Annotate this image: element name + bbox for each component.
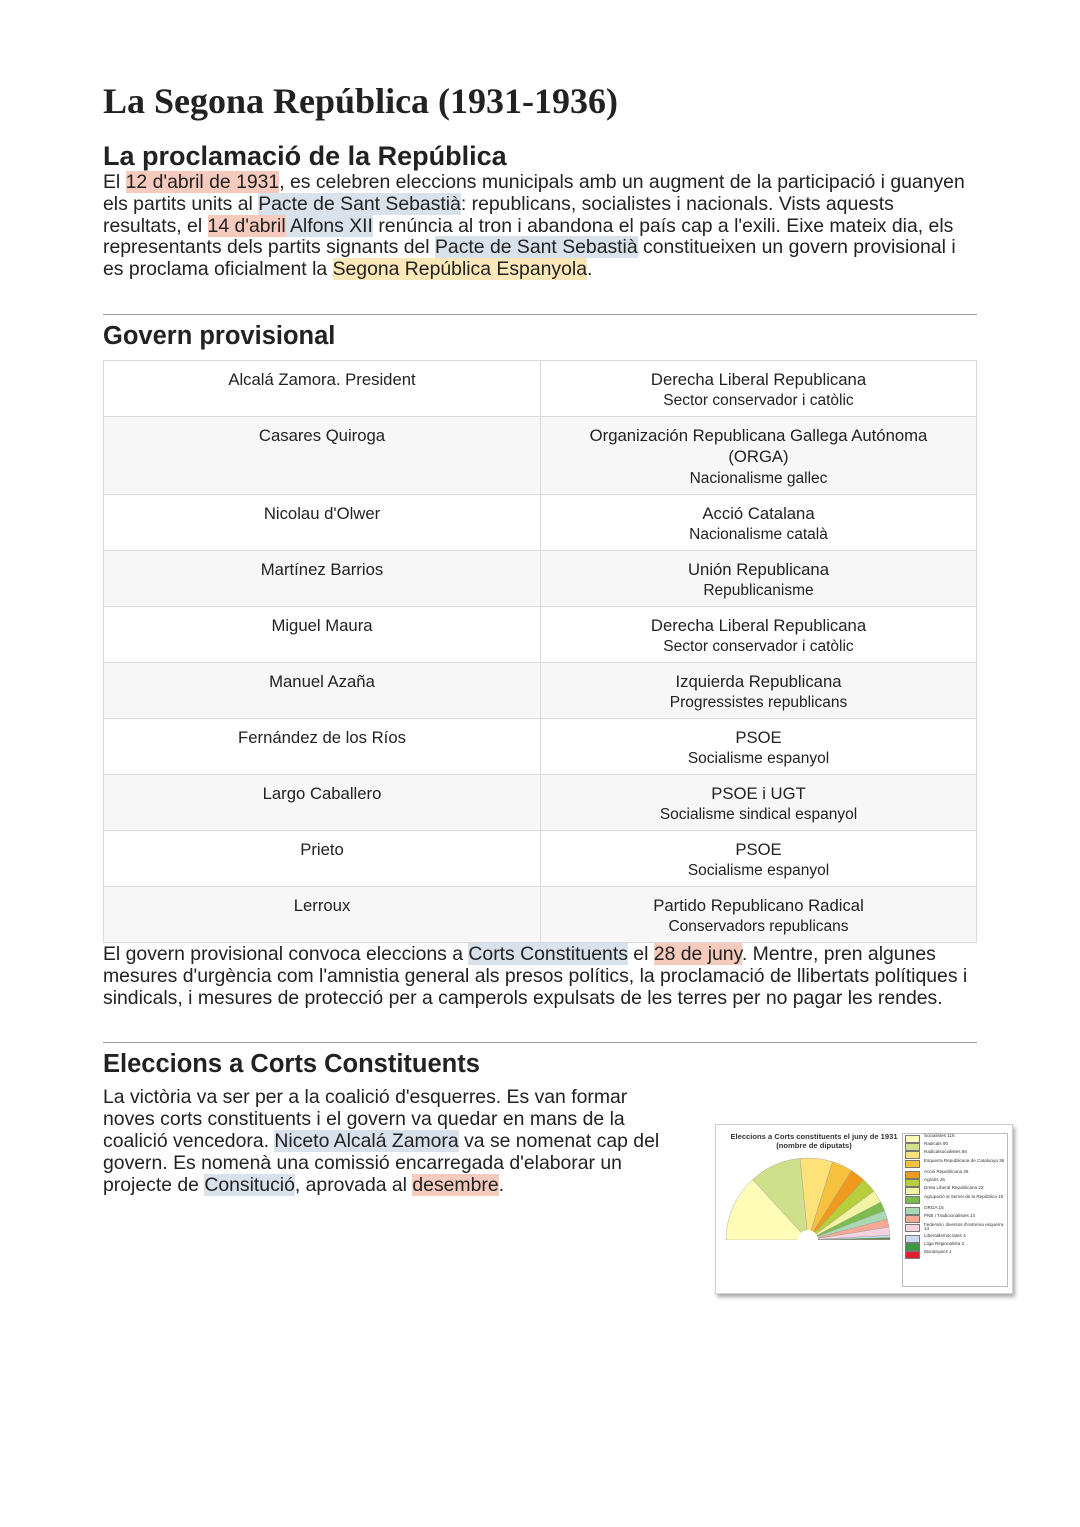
text-run: el bbox=[627, 942, 654, 965]
party-cell bbox=[541, 550, 977, 606]
legend-swatch bbox=[905, 1196, 920, 1204]
party-cell bbox=[541, 718, 977, 774]
party-name: Derecha Liberal Republicana bbox=[650, 615, 867, 635]
text-run: . bbox=[586, 258, 593, 281]
legend-swatch bbox=[905, 1251, 920, 1259]
minister-name: Alcalá Zamora. President bbox=[104, 360, 541, 416]
legend-item bbox=[903, 1134, 1007, 1142]
party-cell bbox=[541, 830, 977, 886]
legend-swatch bbox=[905, 1135, 920, 1143]
legend-label: Acció Republicana 26 bbox=[924, 1169, 969, 1175]
party-ideology: Socialisme sindical espanyol bbox=[659, 806, 858, 824]
minister-name: Prieto bbox=[104, 830, 541, 886]
highlight-date: 28 de juny bbox=[653, 942, 742, 965]
party-ideology: Republicanisme bbox=[703, 582, 814, 600]
party-name: PSOE bbox=[735, 839, 782, 859]
text-run: , es celebren eleccions municipals amb un augment de la participació i guanyen els partits units al bbox=[103, 171, 965, 215]
elections-heading: Eleccions a Corts Constituents bbox=[103, 1050, 480, 1079]
minister-name: Casares Quiroga bbox=[104, 416, 541, 494]
legend-label: Agrupació al Servei de la República 16 bbox=[924, 1193, 1004, 1199]
text-run: . Mentre, pren algunes mesures d'urgència com l'amnistia general als presos polítics, la proclamació de llibertats polítiques i sindicals, i mesures de protecció per a camperols expulsats de les terres per no pagar les rendes. bbox=[103, 942, 968, 1009]
govern-heading: Govern provisional bbox=[103, 321, 336, 350]
party-ideology: Nacionalisme català bbox=[689, 526, 828, 544]
legend-item bbox=[903, 1242, 1007, 1250]
election-chart bbox=[715, 1124, 1013, 1294]
minister-name: Lerroux bbox=[104, 886, 541, 942]
legend-item bbox=[903, 1195, 1007, 1207]
table-row bbox=[104, 360, 977, 416]
party-name: Derecha Liberal Republicana bbox=[650, 369, 867, 389]
text-run: . bbox=[498, 1173, 504, 1196]
legend-item bbox=[903, 1250, 1007, 1258]
party-name: PSOE bbox=[735, 727, 782, 747]
minister-name: Miguel Maura bbox=[104, 606, 541, 662]
table-row bbox=[104, 830, 977, 886]
legend-label: Agraris 26 bbox=[924, 1177, 945, 1183]
minister-name: Manuel Azaña bbox=[104, 662, 541, 718]
party-cell bbox=[541, 606, 977, 662]
party-ideology: Socialisme espanyol bbox=[687, 862, 830, 880]
legend-label: Federals i diversos d'extrema esquerra 14 bbox=[924, 1221, 1004, 1232]
proclamation-paragraph bbox=[103, 172, 977, 281]
legend-label: PNB i Tradicionalistes 14 bbox=[924, 1213, 976, 1219]
legend-swatch bbox=[905, 1171, 920, 1179]
legend-swatch bbox=[905, 1235, 920, 1243]
highlight-person: Niceto Alcalá Zamora bbox=[274, 1129, 459, 1152]
legend-swatch bbox=[905, 1143, 920, 1151]
table-row bbox=[104, 494, 977, 550]
highlight-term: Pacte de Sant Sebastià bbox=[258, 192, 461, 215]
minister-name: Martínez Barrios bbox=[104, 550, 541, 606]
party-name: Organización Republicana Gallega Autónoma (ORGA) bbox=[589, 425, 928, 467]
chart-title: Eleccions a Corts constituents el juny de 1931 (nombre de diputats) bbox=[730, 1132, 898, 1150]
legend-swatch bbox=[905, 1151, 920, 1159]
highlight-term: Pacte de Sant Sebastià bbox=[434, 236, 638, 259]
page-title: La Segona República (1931-1936) bbox=[103, 81, 619, 121]
party-name: Acció Catalana bbox=[702, 503, 815, 523]
party-ideology: Sector conservador i catòlic bbox=[663, 638, 854, 656]
table-row bbox=[104, 606, 977, 662]
party-name: Izquierda Republicana bbox=[675, 671, 842, 691]
chart-legend bbox=[902, 1133, 1008, 1287]
legend-label: Radicals 90 bbox=[924, 1141, 949, 1147]
legend-item bbox=[903, 1170, 1007, 1178]
party-cell bbox=[541, 494, 977, 550]
chart-base bbox=[724, 1240, 892, 1246]
minister-name: Largo Caballero bbox=[104, 774, 541, 830]
text-run: El bbox=[103, 171, 126, 193]
legend-label: Dreta Liberal Republicana 22 bbox=[924, 1185, 984, 1191]
govern-after-paragraph bbox=[103, 944, 977, 1009]
party-name: Unión Republicana bbox=[687, 559, 829, 579]
section-divider bbox=[103, 314, 977, 315]
legend-label: Esquerra Republicana de Catalunya 36 bbox=[924, 1157, 1005, 1163]
text-run: El govern provisional convoca eleccions a bbox=[103, 942, 469, 965]
highlight-date: 14 d'abril bbox=[207, 214, 286, 237]
party-cell bbox=[541, 360, 977, 416]
party-cell bbox=[541, 662, 977, 718]
parliament-chart bbox=[716, 1125, 902, 1293]
document-page bbox=[103, 76, 977, 1196]
table-row bbox=[104, 886, 977, 942]
highlight-term: Consitució bbox=[204, 1173, 295, 1196]
legend-swatch bbox=[905, 1243, 920, 1251]
party-name: Partido Republicano Radical bbox=[653, 895, 864, 915]
proclamation-heading: La proclamació de la República bbox=[103, 141, 507, 171]
legend-label: Lliga Regionalista 3 bbox=[924, 1241, 965, 1247]
highlight-date: 12 d'abril de 1931 bbox=[125, 171, 280, 193]
legend-swatch bbox=[905, 1224, 920, 1232]
minister-name: Fernández de los Ríos bbox=[104, 718, 541, 774]
elections-paragraph bbox=[103, 1087, 683, 1196]
party-ideology: Nacionalisme gallec bbox=[689, 469, 828, 487]
minister-name: Nicolau d'Olwer bbox=[104, 494, 541, 550]
table-row bbox=[104, 662, 977, 718]
text-run: : republicans, socialistes i nacionals. Vists aquests resultats, el bbox=[103, 192, 894, 237]
text-run: La victòria va ser per a la coalició d'esquerres. Es van formar noves corts constituents i el govern va quedar en mans de la coalició vencedora. bbox=[103, 1086, 628, 1152]
highlight-date: desembre bbox=[412, 1173, 499, 1196]
legend-label: Socialistes 116 bbox=[924, 1133, 955, 1138]
party-ideology: Progressistes republicans bbox=[669, 694, 848, 712]
legend-label: Monàrquics 1 bbox=[924, 1249, 952, 1255]
text-run: constitueixen un govern provisional i es proclama oficialment la bbox=[103, 236, 956, 281]
text-run: renúncia al tron i abandona el país cap a l'exili. Eixe mateix dia, els representants dels partits signants del bbox=[103, 214, 954, 259]
party-cell bbox=[541, 774, 977, 830]
govern-table bbox=[103, 360, 977, 943]
party-ideology: Sector conservador i catòlic bbox=[663, 392, 854, 410]
party-ideology: Socialisme espanyol bbox=[687, 750, 830, 768]
legend-swatch bbox=[905, 1160, 920, 1168]
highlight-term: Corts Constituents bbox=[468, 942, 628, 965]
table-row bbox=[104, 718, 977, 774]
party-cell bbox=[541, 416, 977, 494]
legend-label: ORGA 15 bbox=[924, 1205, 944, 1211]
legend-label: Radicalsocialistes 56 bbox=[924, 1149, 967, 1155]
highlight-term: Segona República Espanyola bbox=[332, 258, 587, 281]
section-divider bbox=[103, 1042, 977, 1043]
party-name: PSOE i UGT bbox=[711, 783, 806, 803]
legend-swatch bbox=[905, 1215, 920, 1223]
legend-label: Liberaldemòcrates 4 bbox=[924, 1233, 966, 1238]
text-run: , aprovada al bbox=[294, 1173, 413, 1196]
highlight-person: Alfons XII bbox=[285, 214, 373, 237]
legend-swatch bbox=[905, 1187, 920, 1195]
legend-swatch bbox=[905, 1179, 920, 1187]
text-run: va se nomenat cap del govern. Es nomenà una comissió encarregada d'elaborar un projecte de bbox=[103, 1129, 660, 1196]
table-row bbox=[104, 550, 977, 606]
legend-swatch bbox=[905, 1207, 920, 1215]
table-row bbox=[104, 774, 977, 830]
table-row bbox=[104, 416, 977, 494]
party-cell bbox=[541, 886, 977, 942]
party-ideology: Conservadors republicans bbox=[668, 918, 849, 936]
